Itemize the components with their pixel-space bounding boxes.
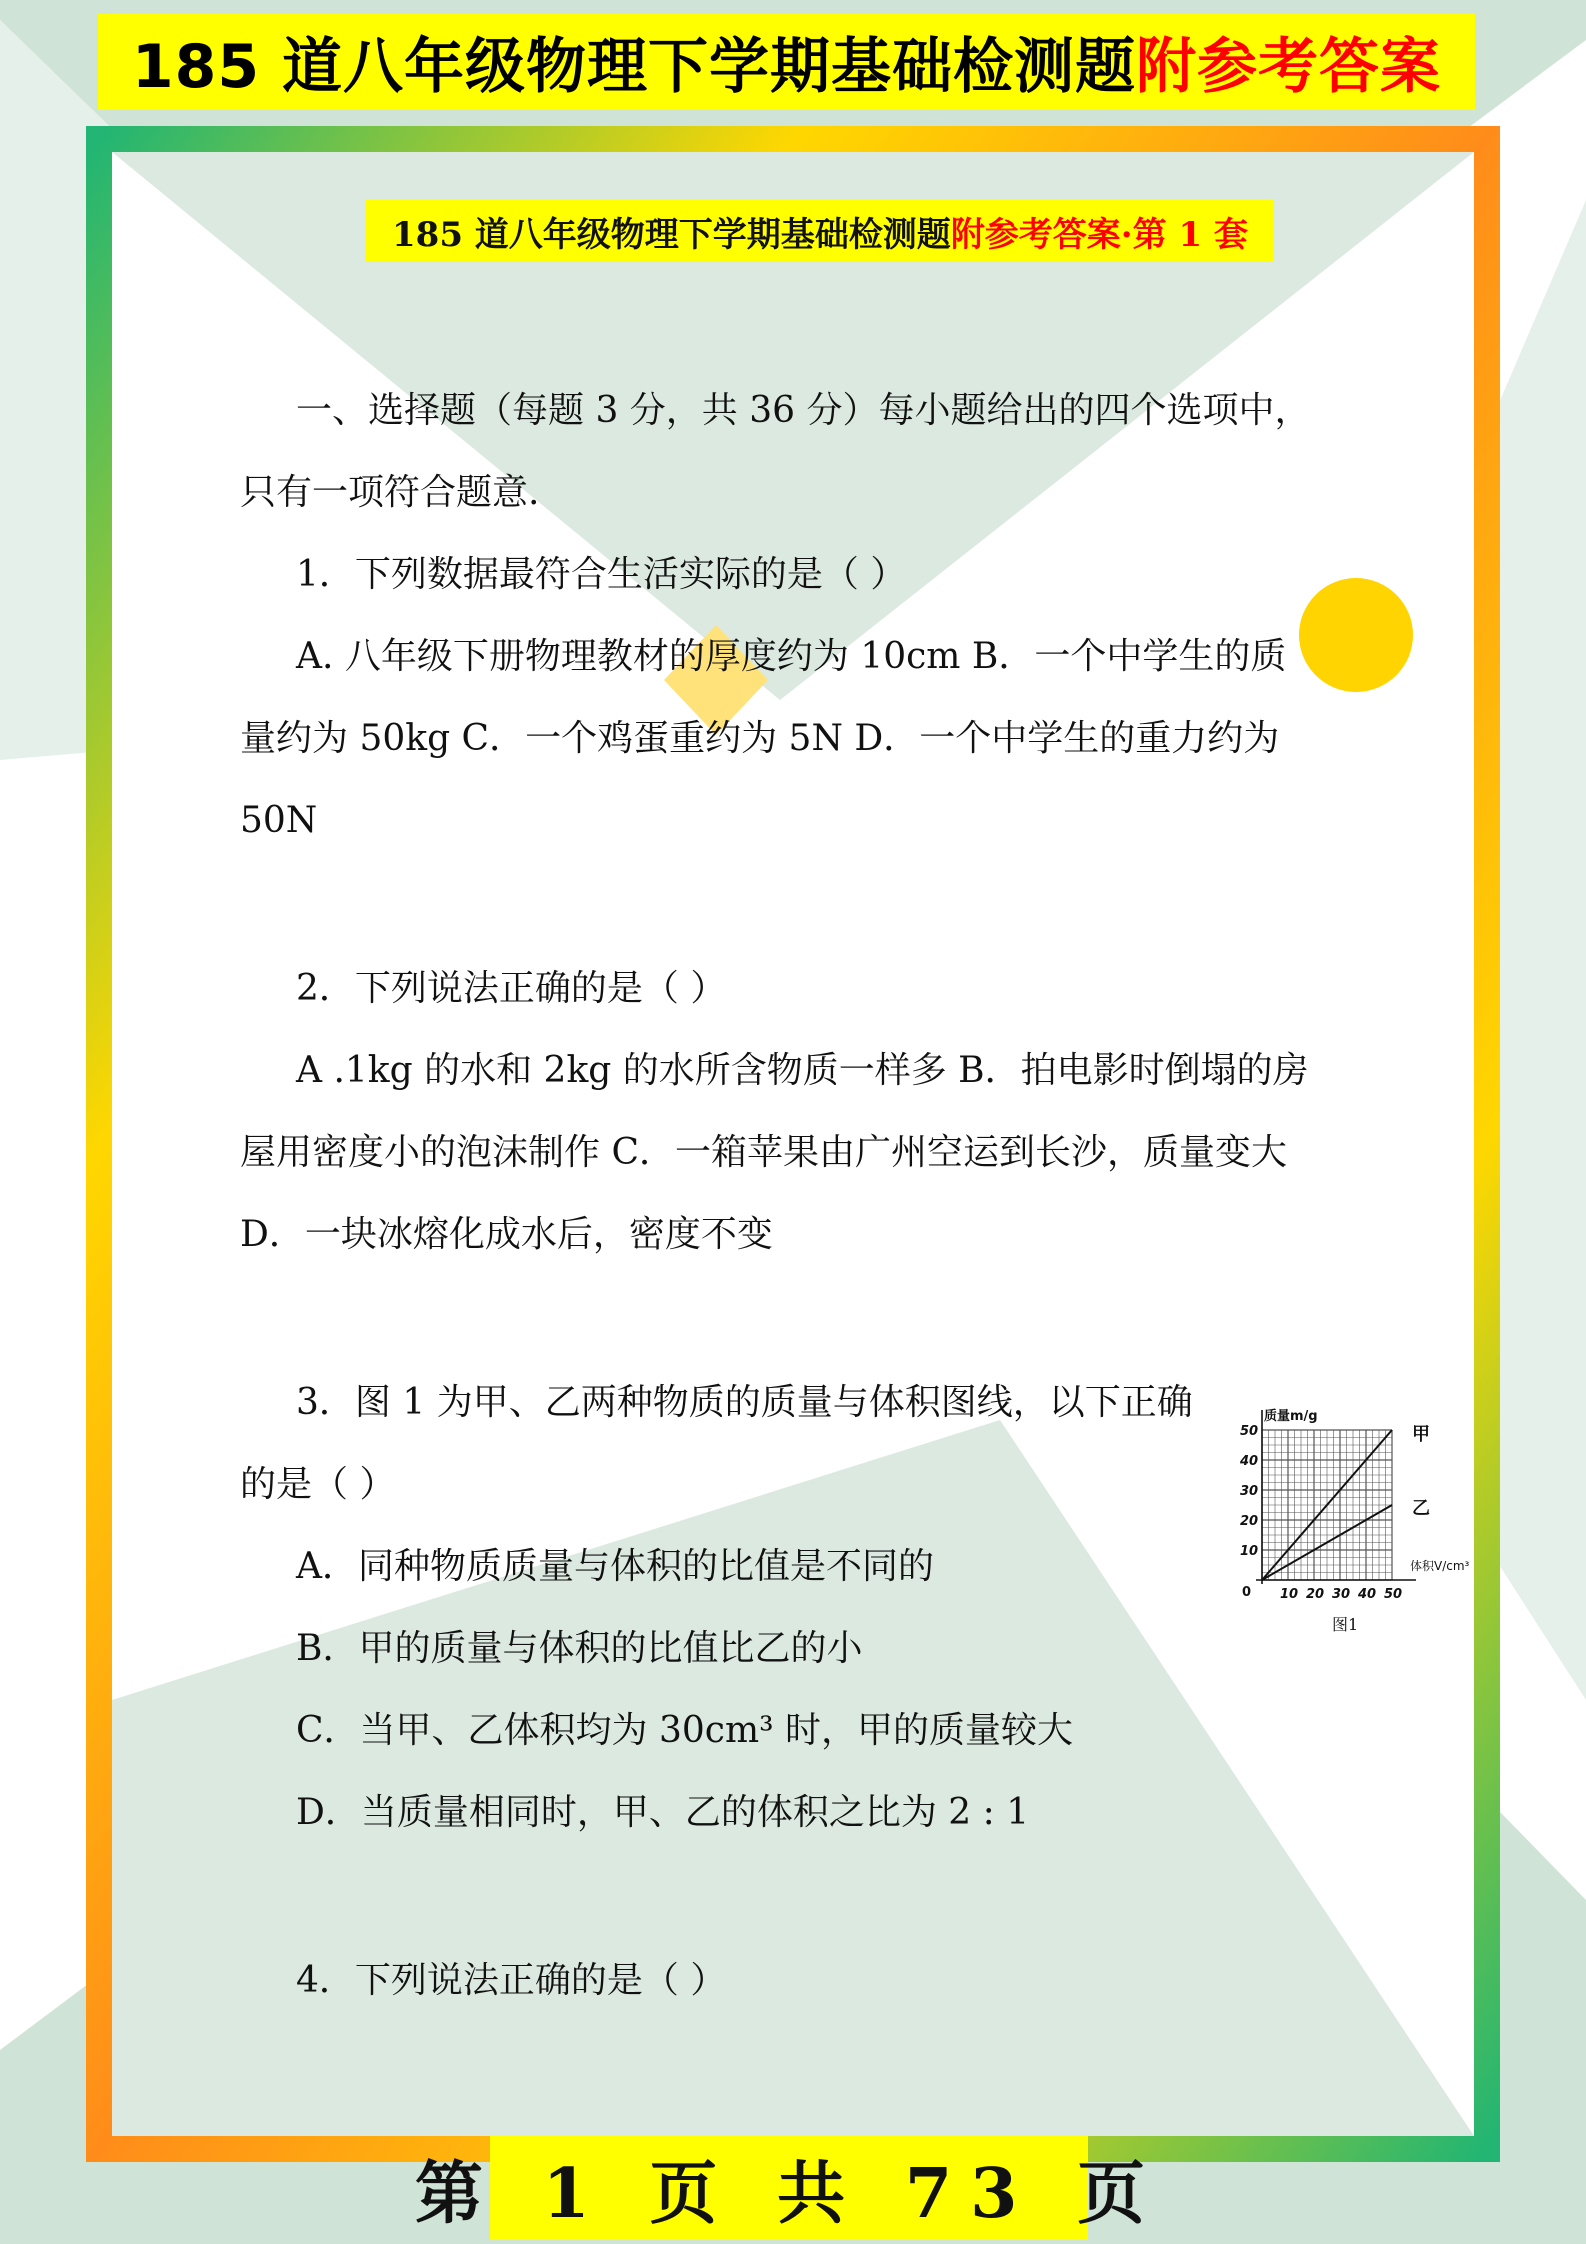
document-subtitle xyxy=(366,200,1274,262)
x-tick-label: 50 xyxy=(1384,1587,1403,1602)
x-tick-label: 10 xyxy=(1280,1587,1299,1602)
y-tick-label: 30 xyxy=(1240,1484,1259,1499)
question-1-line: 50N xyxy=(240,800,318,841)
figure-1-chart xyxy=(1228,1402,1484,1638)
section-heading-cont: 只有一项符合题意. xyxy=(240,472,540,513)
y-tick-label: 40 xyxy=(1240,1454,1259,1469)
question-4-stem: 4．下列说法正确的是（ ） xyxy=(296,1960,727,2001)
question-3-option-a: A．同种物质质量与体积的比值是不同的 xyxy=(296,1546,934,1587)
top-banner-title xyxy=(98,14,1475,110)
question-1-line: 量约为 50kg C．一个鸡蛋重约为 5N D．一个中学生的重力约为 xyxy=(240,718,1280,759)
question-2-line: 屋用密度小的泡沫制作 C．一箱苹果由广州空运到长沙，质量变大 xyxy=(240,1132,1287,1173)
y-tick-label: 50 xyxy=(1240,1424,1259,1439)
page-number-text: 第 1 页 共 73 页 xyxy=(414,2153,1164,2234)
banner-title-answer: 附参考答案 xyxy=(1136,32,1442,102)
chart-caption: 图1 xyxy=(1332,1615,1359,1634)
question-1-stem: 1．下列数据最符合生活实际的是（ ） xyxy=(296,554,907,595)
question-1-line: A. 八年级下册物理教材的厚度约为 10cm B．一个中学生的质 xyxy=(296,636,1287,677)
question-3-option-d: D．当质量相同时，甲、乙的体积之比为 2 : 1 xyxy=(296,1792,1030,1833)
question-3-option-c: C．当甲、乙体积均为 30cm³ 时，甲的质量较大 xyxy=(296,1710,1073,1751)
subtitle-answer: 附参考答案·第 1 套 xyxy=(950,214,1248,255)
question-2-line: D．一块冰熔化成水后，密度不变 xyxy=(240,1214,773,1255)
document-body xyxy=(240,370,1350,2022)
y-tick-label: 20 xyxy=(1240,1514,1259,1529)
chart-series-label-jia: 甲 xyxy=(1412,1424,1430,1445)
question-3-stem-cont: 的是（ ） xyxy=(240,1464,396,1505)
question-2-line: A .1kg 的水和 2kg 的水所含物质一样多 B．拍电影时倒塌的房 xyxy=(296,1050,1309,1091)
chart-y-axis-label: 质量m/g xyxy=(1264,1409,1318,1424)
chart-x-axis-label: 体积V/cm³ xyxy=(1410,1559,1470,1573)
y-tick-label: 10 xyxy=(1240,1544,1259,1559)
x-tick-label: 40 xyxy=(1358,1587,1377,1602)
section-heading: 一、选择题（每题 3 分，共 36 分）每小题给出的四个选项中， xyxy=(296,390,1311,431)
question-2-stem: 2．下列说法正确的是（ ） xyxy=(296,968,727,1009)
subtitle-main: 185 道八年级物理下学期基础检测题 xyxy=(392,214,951,255)
banner-title-main: 185 道八年级物理下学期基础检测题 xyxy=(131,32,1137,102)
page-number-footer xyxy=(414,2136,1164,2240)
question-3-option-b: B．甲的质量与体积的比值比乙的小 xyxy=(296,1628,863,1669)
chart-origin-label: 0 xyxy=(1242,1585,1252,1600)
x-tick-label: 30 xyxy=(1332,1587,1351,1602)
x-tick-label: 20 xyxy=(1306,1587,1325,1602)
question-3-stem: 3．图 1 为甲、乙两种物质的质量与体积图线，以下正确 xyxy=(296,1382,1193,1423)
chart-series-label-yi: 乙 xyxy=(1412,1498,1430,1519)
